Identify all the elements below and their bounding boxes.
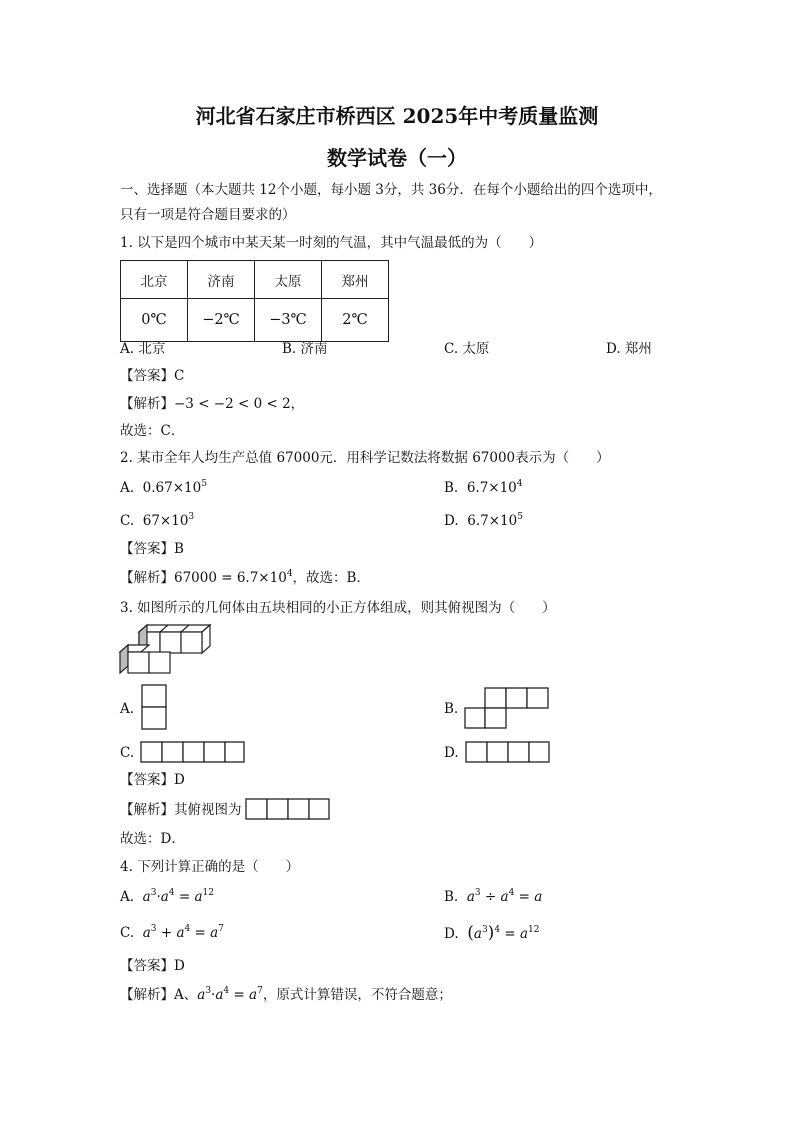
q4-option-d [444, 924, 539, 943]
option-base: 6.7×10 [466, 480, 517, 496]
q2-option-c [120, 512, 194, 530]
math-var: a [142, 925, 151, 941]
cube-figure [118, 622, 214, 676]
math-var: a [142, 889, 151, 905]
q3-answer: 【答案】D [120, 772, 185, 788]
math-op: = [178, 889, 191, 905]
q4-option-b [444, 888, 542, 906]
analysis-tail: ，原式计算错误，不符合题意； [262, 987, 452, 1003]
math-op: = [233, 987, 245, 1003]
option-letter: A. [120, 480, 135, 496]
analysis-label: 【解析】 [120, 396, 174, 412]
temperature-table [120, 260, 389, 342]
q2-stem: 2. 某市全年人均生产总值 67000元．用科学记数法将数据 67000表示为（ ） [120, 450, 610, 466]
math-var: a [197, 987, 206, 1003]
option-exponent: 5 [517, 512, 523, 522]
q3-analysis: 【解析】其俯视图为 [120, 802, 242, 818]
math-op: ÷ [484, 889, 497, 905]
math-exp: 4 [168, 888, 175, 898]
math-exp: 7 [218, 924, 224, 934]
q3-option-c-figure [139, 740, 247, 765]
math-exp: 4 [223, 986, 230, 996]
table-cell: 郑州 [322, 261, 389, 299]
analysis-tail: ，故选：B． [292, 570, 370, 586]
math-exp: 12 [528, 925, 540, 935]
analysis-label: 【解析】 [120, 570, 174, 586]
q4-stem: 4. 下列计算正确的是（ ） [120, 859, 300, 875]
option-letter: C. [120, 513, 135, 529]
q2-answer: 【答案】B [120, 541, 184, 557]
table-cell: 太原 [255, 261, 322, 299]
q2-option-d [444, 512, 523, 530]
math-var: a [210, 925, 219, 941]
q4-answer: 【答案】D [120, 958, 185, 974]
q3-option-d-figure [464, 740, 554, 765]
q3-option-d-letter: D. [444, 745, 459, 761]
math-exp: 3 [481, 925, 488, 935]
math-var: a [519, 926, 529, 942]
q2-option-a [120, 479, 207, 497]
table-cell: 济南 [188, 261, 255, 299]
option-exponent: 5 [201, 479, 207, 489]
q3-option-a-letter: A. [120, 701, 135, 717]
math-var: a [466, 889, 475, 905]
math-exp: 3 [150, 924, 157, 934]
q2-option-b [444, 479, 523, 497]
math-var: a [500, 889, 509, 905]
math-exp: 3 [205, 986, 212, 996]
q1-answer: 【答案】C [120, 368, 185, 384]
q3-stem: 3. 如图所示的几何体由五块相同的小正方体组成，则其俯视图为（ ） [120, 600, 556, 616]
q1-option-b: B. 济南 [282, 341, 328, 357]
page-title: 河北省石家庄市桥西区 2025年中考质量监测 [195, 104, 599, 128]
analysis-expr: −3 < −2 < 0 < 2， [174, 396, 305, 412]
math-op: + [160, 925, 173, 941]
math-exp: 12 [202, 888, 214, 898]
option-letter: A. [120, 889, 135, 905]
math-op: · [156, 889, 161, 905]
math-op: = [194, 925, 206, 941]
q1-conclusion: 故选：C． [120, 423, 185, 439]
option-letter: B. [444, 480, 459, 496]
option-base: 6.7×10 [467, 513, 518, 529]
math-exp: 4 [508, 888, 515, 898]
option-base: 67×10 [142, 513, 189, 529]
math-op: = [504, 926, 516, 942]
math-var: a [249, 987, 258, 1003]
q4-option-c [120, 924, 224, 942]
math-exp: 4 [184, 924, 191, 934]
math-op: · [211, 987, 216, 1003]
q3-analysis-figure [244, 797, 334, 822]
q3-option-b-figure [463, 686, 553, 730]
table-cell: 2℃ [322, 299, 389, 342]
q3-conclusion: 故选：D． [120, 831, 185, 847]
q1-option-c: C. 太原 [444, 341, 490, 357]
math-exp: 3 [474, 888, 481, 898]
table-cell: −3℃ [255, 299, 322, 342]
math-exp: 7 [257, 986, 263, 996]
q3-option-b-letter: B. [444, 701, 459, 717]
math-var: a [160, 889, 169, 905]
math-paren: ) [487, 923, 495, 943]
analysis-exponent: 4 [286, 569, 293, 579]
section-heading-cont: 只有一项是符合题目要求的） [120, 207, 296, 223]
q3-option-a-figure [140, 683, 170, 733]
math-var: a [176, 925, 185, 941]
math-paren: ( [467, 923, 474, 943]
analysis-base: 67000 = 6.7×10 [174, 570, 287, 586]
option-base: 0.67×10 [142, 480, 202, 496]
option-letter: D. [444, 513, 459, 529]
page-subtitle: 数学试卷（一） [327, 146, 467, 170]
q4-analysis [120, 986, 452, 1004]
section-heading: 一、选择题（本大题共 12个小题，每小题 3分，共 36分．在每个小题给出的四个选项中， [120, 182, 662, 198]
math-var: a [534, 889, 543, 905]
q1-analysis [120, 395, 304, 413]
math-exp: 3 [150, 888, 157, 898]
q4-option-a [120, 888, 214, 906]
q1-stem: 1. 以下是四个城市中某天某一时刻的气温，其中气温最低的为（ ） [120, 235, 543, 251]
analysis-label: 【解析】A、 [120, 987, 198, 1003]
q1-option-d: D. 郑州 [606, 341, 652, 357]
table-cell: −2℃ [188, 299, 255, 342]
math-var: a [215, 987, 224, 1003]
math-exp: 4 [494, 925, 501, 935]
math-op: = [518, 889, 530, 905]
option-exponent: 4 [516, 479, 523, 489]
q3-option-c-letter: C. [120, 745, 135, 761]
option-letter: B. [444, 889, 459, 905]
math-var: a [194, 889, 203, 905]
q2-analysis [120, 569, 370, 587]
option-letter: C. [120, 925, 135, 941]
option-letter: D. [444, 926, 459, 942]
table-cell: 北京 [121, 261, 188, 299]
option-exponent: 3 [188, 512, 195, 522]
math-var: a [473, 926, 482, 942]
q1-option-a: A. 北京 [120, 341, 166, 357]
table-cell: 0℃ [121, 299, 188, 342]
